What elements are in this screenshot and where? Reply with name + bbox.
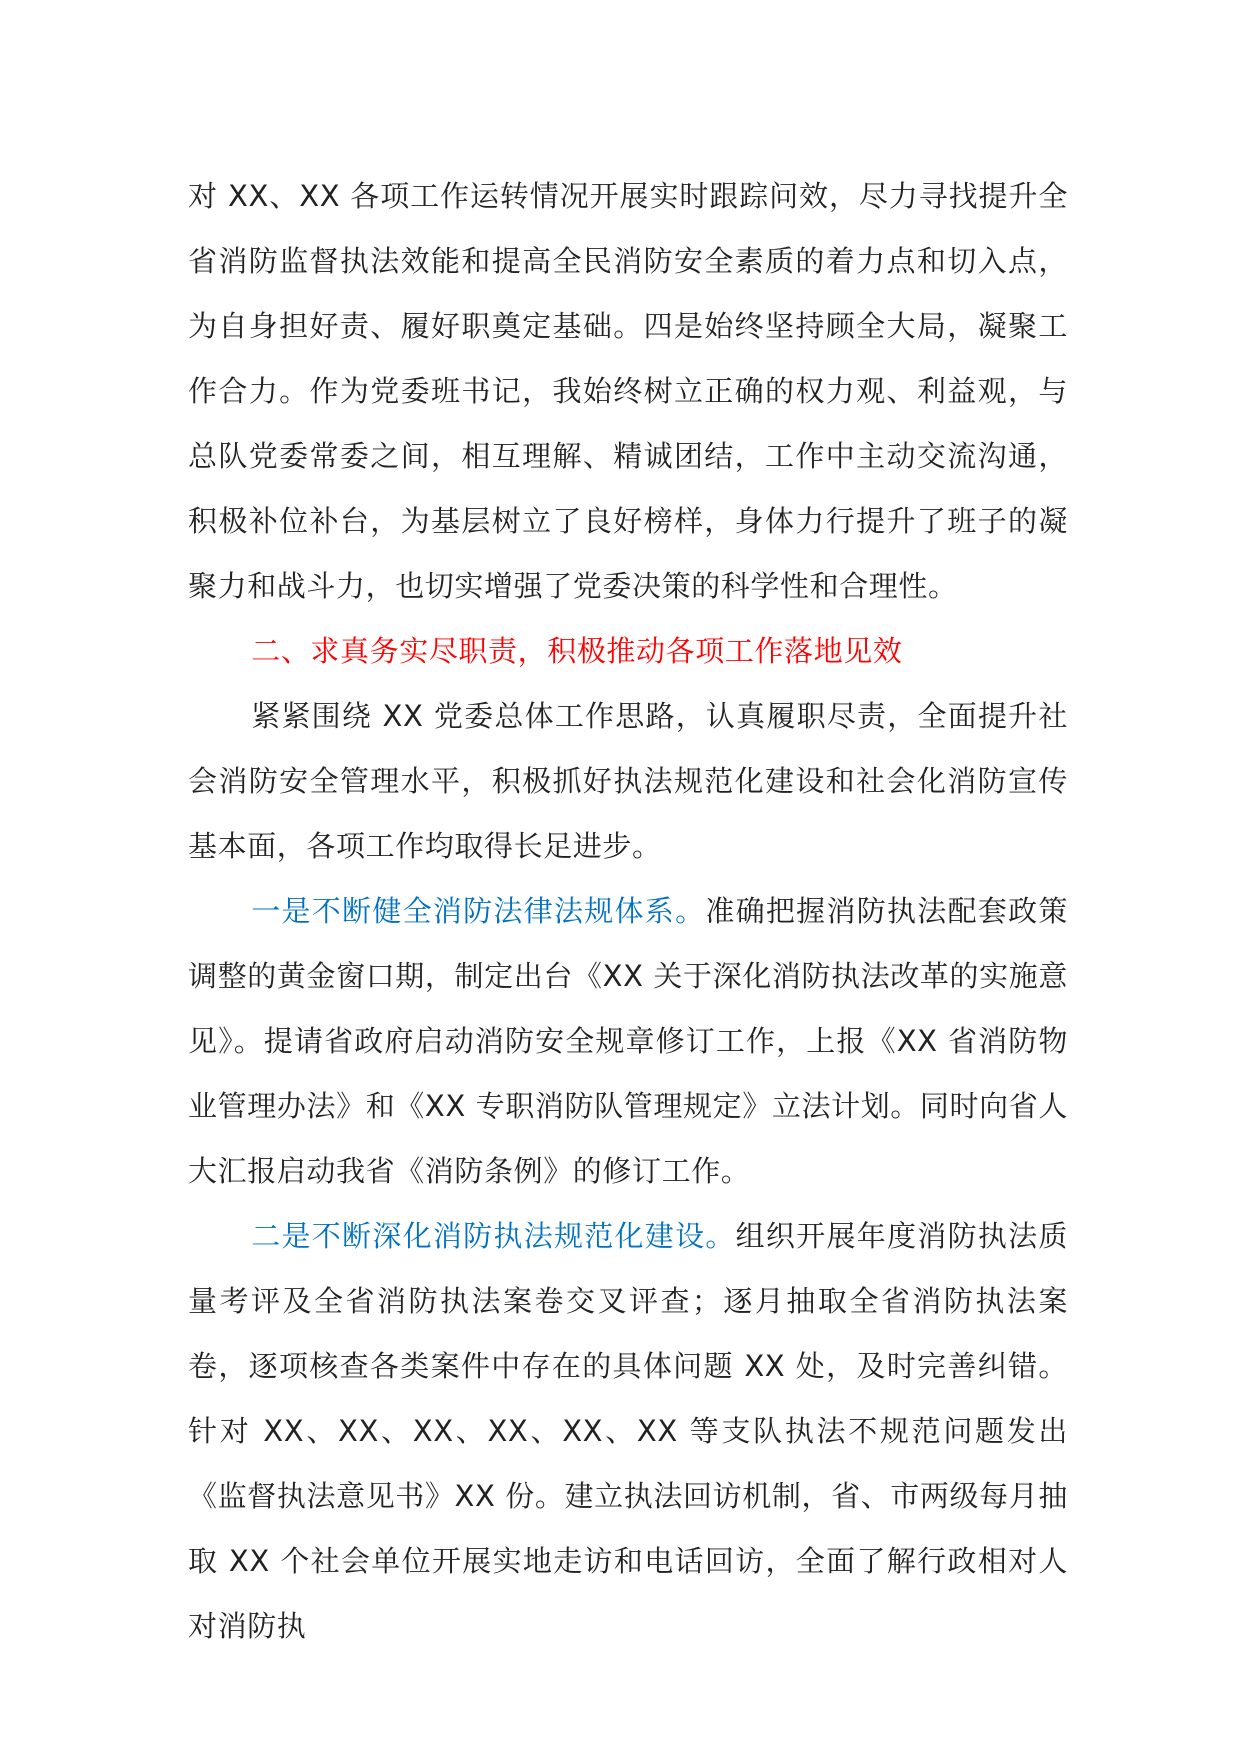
paragraph-intro: 紧紧围绕 XX 党委总体工作思路，认真履职尽责，全面提升社会消防安全管理水平，积极抓好执法规范化建设和社会化消防宣传基本面，各项工作均取得长足进步。: [188, 699, 1068, 863]
paragraph-enforcement-lead: 二是不断深化消防执法规范化建设。: [251, 1219, 736, 1253]
paragraph-continuation: 对 XX、XX 各项工作运转情况开展实时跟踪问效，尽力寻找提升全省消防监督执法效能和提高全民消防安全素质的着力点和切入点，为自身担好责、履好职奠定基础。四是始终坚持顾全大局，凝聚工作合力。作为党委班书记，我始终树立正确的权力观、利益观，与总队党委常委之间，相互理解、精诚团结，工作中主动交流沟通，积极补位补台，为基层树立了良好榜样，身体力行提升了班子的凝聚力和战斗力，也切实增强了党委决策的科学性和合理性。: [188, 179, 1068, 603]
paragraph-enforcement-body: 组织开展年度消防执法质量考评及全省消防执法案卷交叉评查；逐月抽取全省消防执法案卷，逐项核查各类案件中存在的具体问题 XX 处，及时完善纠错。针对 XX、XX、XX、XX、XX、XX 等支队执法不规范问题发出《监督执法意见书》XX 份。建立执法回访机制，省、市两级每月抽取 XX 个社会单位开展实地走访和电话回访，全面了解行政相对人对消防执: [188, 1219, 1068, 1643]
paragraph-laws: [188, 879, 1068, 1204]
document-page: [188, 164, 1068, 1659]
paragraph-enforcement: [188, 1204, 1068, 1659]
section-heading: 二、求真务实尽职责，积极推动各项工作落地见效: [251, 634, 903, 668]
paragraph-laws-lead: 一是不断健全消防法律法规体系。: [251, 894, 706, 928]
paragraph-laws-body: 准确把握消防执法配套政策调整的黄金窗口期，制定出台《XX 关于深化消防执法改革的实施意见》。提请省政府启动消防安全规章修订工作，上报《XX 省消防物业管理办法》和《XX 专职消防队管理规定》立法计划。同时向省人大汇报启动我省《消防条例》的修订工作。: [188, 894, 1068, 1188]
